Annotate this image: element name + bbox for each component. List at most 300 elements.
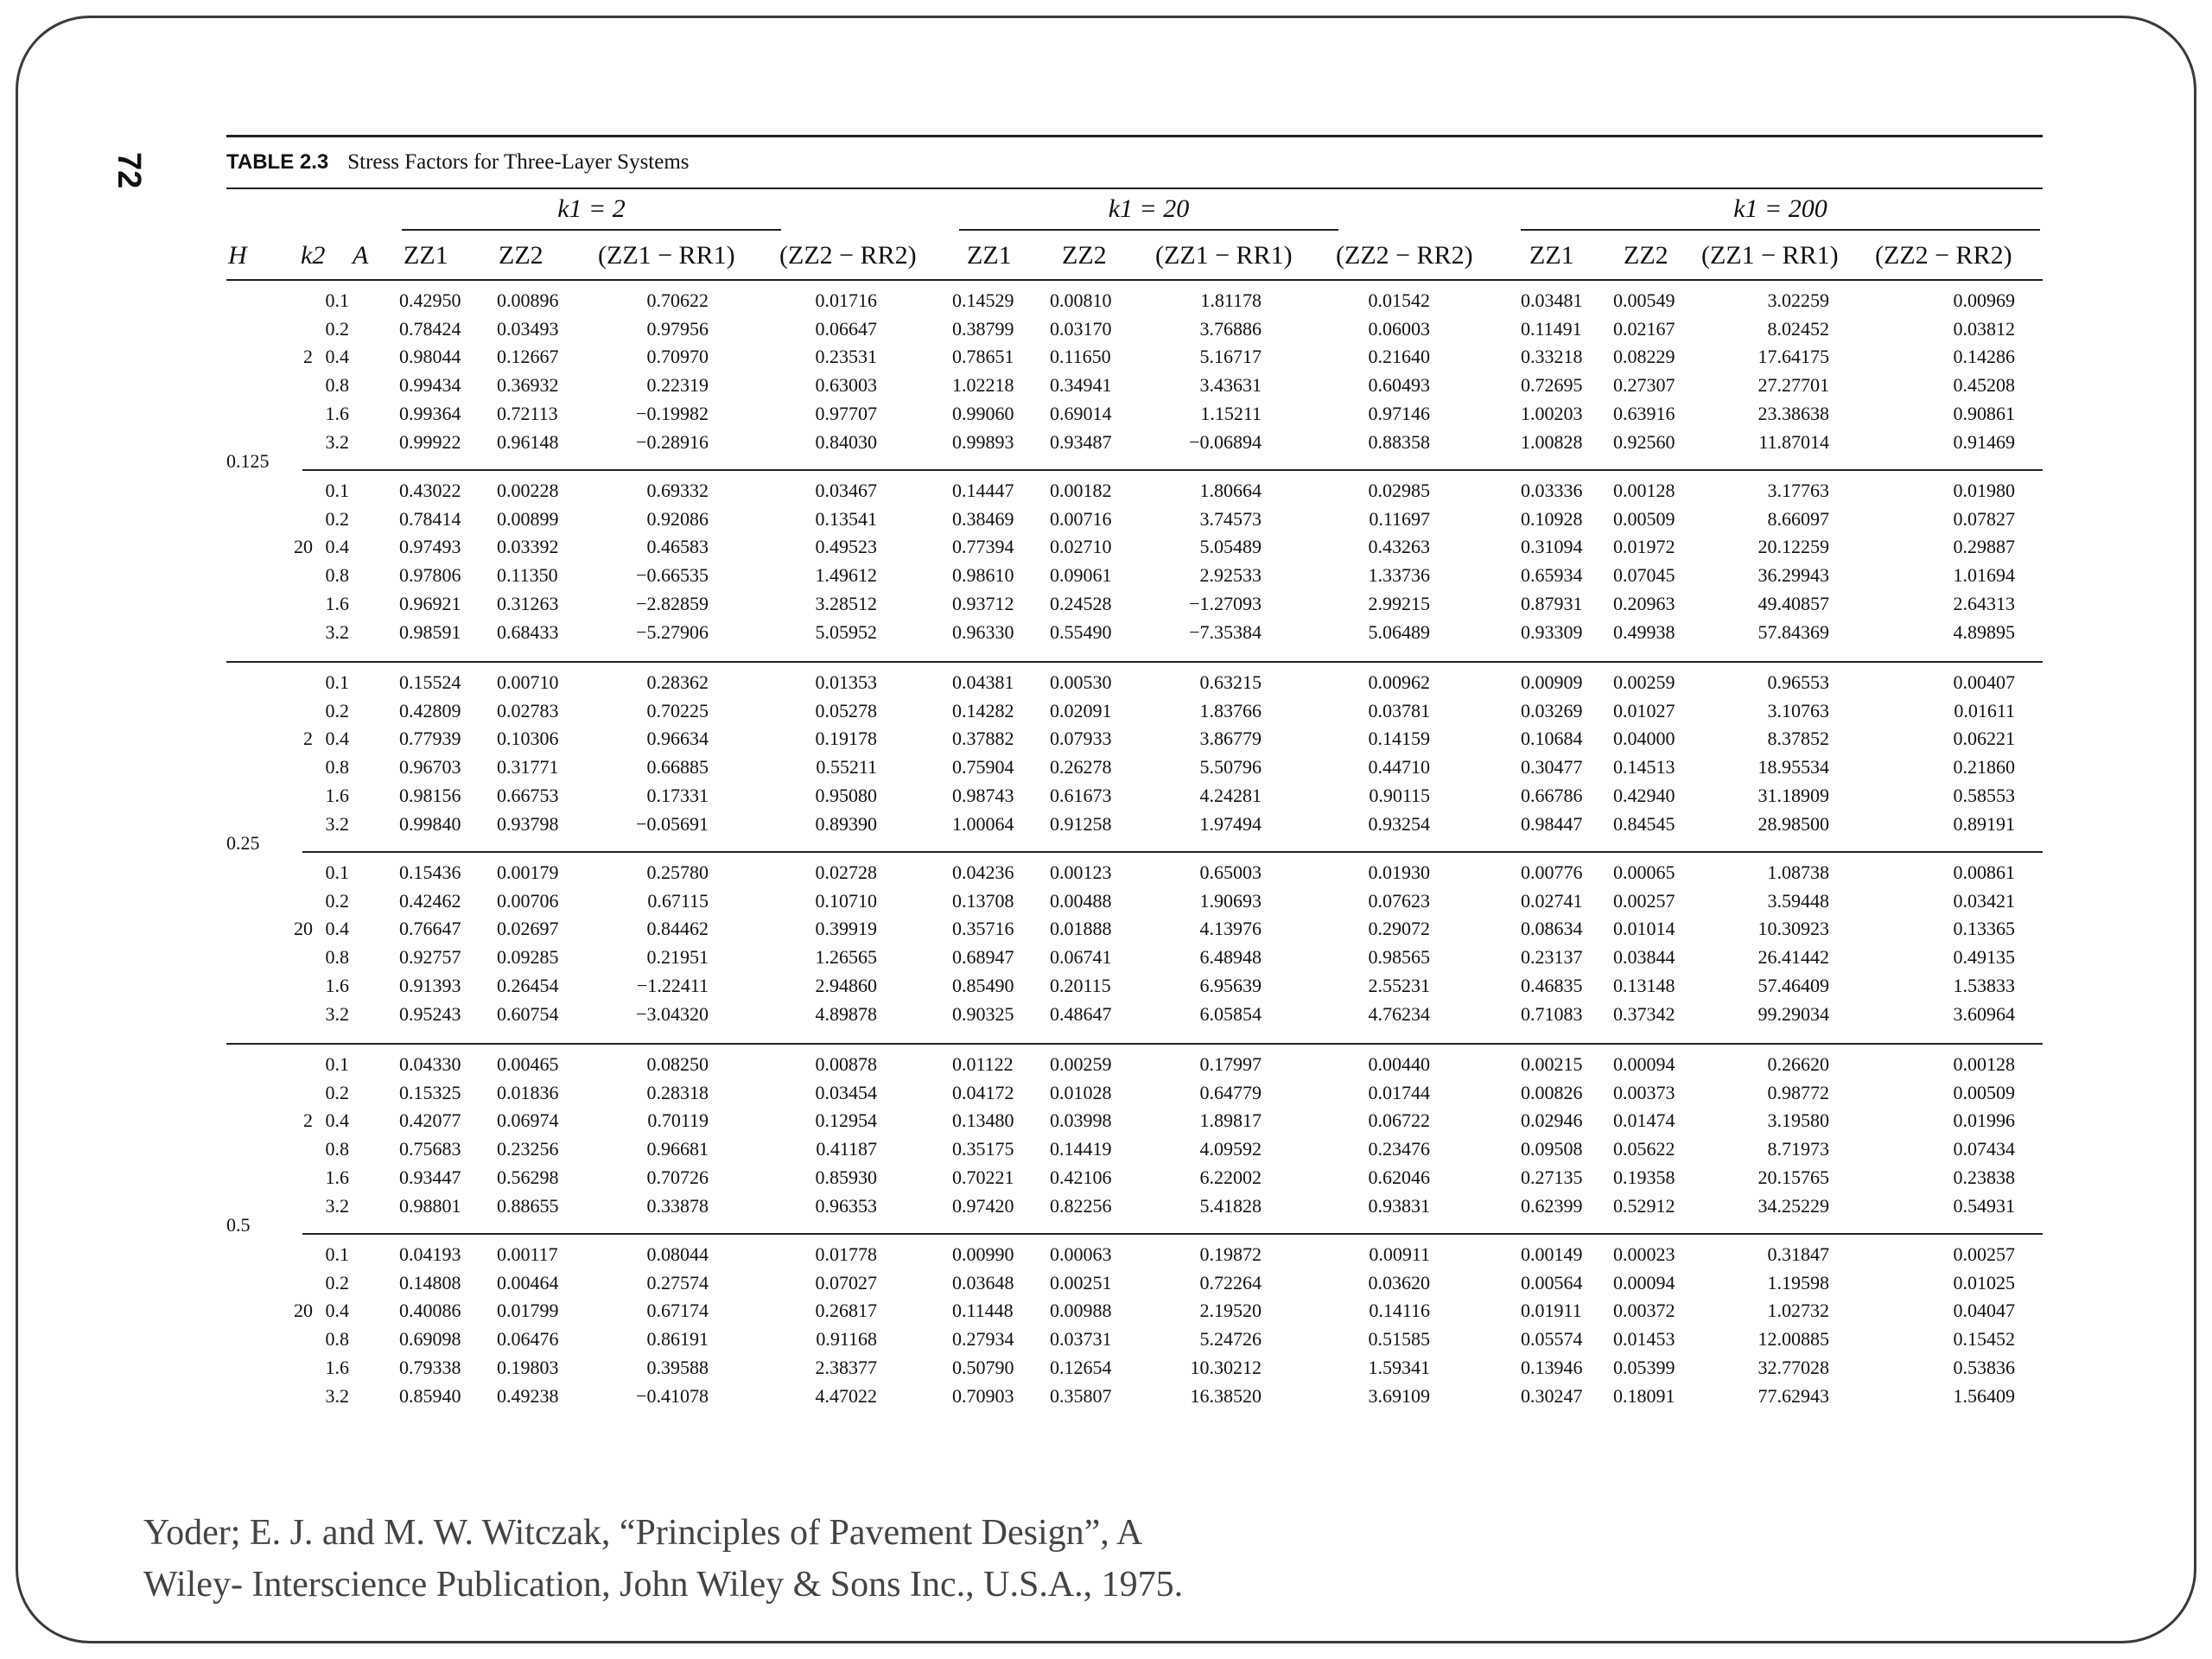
cell-zz2: 0.03493: [497, 317, 559, 340]
cell-zz2: 0.03170: [1050, 317, 1112, 340]
a-value: 0.4: [325, 728, 349, 750]
a-value: 0.4: [325, 346, 349, 368]
cell-zz1: 0.98801: [399, 1194, 461, 1217]
cell-zz2: 0.01028: [1050, 1081, 1112, 1103]
cell-zz2: 0.19803: [497, 1356, 559, 1378]
cell-zz2: 0.72113: [497, 402, 558, 424]
cell-zz2_rr2: 0.01716: [815, 289, 877, 311]
cell-zz1_rr1: 16.38520: [1190, 1384, 1262, 1407]
k2-label: 2: [303, 728, 313, 750]
cell-zz1: 0.42950: [399, 289, 461, 311]
cell-zz2_rr2: 0.55211: [816, 756, 877, 779]
cell-zz1: 1.00828: [1521, 430, 1583, 453]
a-value: 1.6: [325, 1166, 349, 1188]
cell-zz2: 0.00182: [1050, 480, 1112, 501]
cell-zz1: 0.04381: [952, 671, 1014, 693]
table-row: [226, 1243, 2043, 1272]
k2-block-0.5-20: [226, 1235, 2043, 1425]
a-value: 3.2: [325, 812, 349, 835]
cell-zz2_rr2: 0.02728: [815, 861, 877, 883]
cell-zz2_rr2: 0.03454: [815, 1081, 877, 1103]
cell-zz2: 0.68433: [497, 620, 559, 643]
cell-zz2_rr2: 1.26565: [815, 946, 877, 969]
a-value: 3.2: [325, 1002, 349, 1025]
cell-zz1_rr1: 0.97956: [646, 317, 709, 340]
cell-zz1: 0.15436: [399, 861, 461, 883]
cell-zz2_rr2: 0.01778: [815, 1243, 877, 1265]
cell-zz1_rr1: 6.05854: [1199, 1002, 1262, 1025]
cell-zz1: 0.99434: [399, 374, 461, 397]
cell-zz2_rr2: 2.55231: [1368, 974, 1430, 996]
cell-zz1: 0.38799: [952, 317, 1014, 340]
col-header-zz2-1: ZZ2: [1062, 241, 1107, 270]
cell-zz2: 0.92560: [1613, 430, 1675, 453]
cell-zz1_rr1: 99.29034: [1758, 1002, 1829, 1025]
cell-zz1: 0.02741: [1521, 889, 1583, 912]
cell-zz1: 0.71083: [1521, 1002, 1583, 1025]
cell-zz2_rr2: 1.49612: [815, 564, 877, 587]
cell-zz2: 0.03998: [1050, 1109, 1112, 1132]
cell-zz1: 0.85490: [952, 974, 1014, 996]
cell-zz1: 0.42809: [399, 699, 461, 721]
col-header-zz2-0: ZZ2: [499, 241, 543, 270]
table-caption: [226, 137, 2043, 188]
cell-zz2_rr2: 0.03781: [1368, 699, 1430, 721]
cell-zz2: 0.13148: [1613, 974, 1675, 996]
cell-zz1_rr1: 0.19872: [1199, 1243, 1262, 1265]
cell-zz2_rr2: 0.02985: [1368, 480, 1430, 501]
cell-zz1_rr1: 1.83766: [1199, 699, 1262, 721]
cell-zz2_rr2: 0.13365: [1953, 918, 2015, 940]
cell-zz1_rr1: 3.59448: [1767, 889, 1829, 912]
cell-zz1: 0.00826: [1521, 1081, 1583, 1103]
table-row: [226, 1109, 2043, 1138]
cell-zz1: 0.79338: [399, 1356, 461, 1378]
cell-zz1_rr1: −1.27093: [1189, 592, 1262, 614]
cell-zz2: 0.00251: [1050, 1271, 1112, 1294]
cell-zz2: 0.00228: [497, 480, 559, 501]
cell-zz2_rr2: 2.64313: [1953, 592, 2015, 614]
cell-zz2: 0.00094: [1613, 1271, 1675, 1294]
cell-zz2: 0.02167: [1613, 317, 1675, 340]
cell-zz2: 0.00023: [1613, 1243, 1675, 1265]
cell-zz1: 1.00064: [952, 812, 1014, 835]
cell-zz2: 0.11650: [1050, 346, 1111, 368]
table-row: [226, 1385, 2043, 1414]
cell-zz1_rr1: 36.29943: [1758, 564, 1829, 587]
cell-zz1_rr1: 3.19580: [1767, 1109, 1829, 1132]
cell-zz1_rr1: 5.50796: [1199, 756, 1262, 779]
k2-label: 20: [294, 1300, 313, 1322]
cell-zz1_rr1: 0.64779: [1199, 1081, 1262, 1103]
table-row: [226, 1357, 2043, 1385]
col-header-zz1_rr1-2: (ZZ1 − RR1): [1701, 241, 1839, 270]
cell-zz2: 0.00716: [1050, 507, 1112, 530]
cell-zz1_rr1: 57.84369: [1758, 620, 1829, 643]
cell-zz1: 0.08634: [1521, 918, 1583, 940]
table-title: Stress Factors for Three-Layer Systems: [347, 150, 690, 174]
cell-zz1_rr1: 12.00885: [1758, 1328, 1829, 1351]
cell-zz1_rr1: 10.30923: [1758, 918, 1829, 940]
cell-zz2_rr2: 0.01025: [1953, 1271, 2015, 1294]
cell-zz1: 0.66786: [1521, 784, 1583, 806]
cell-zz1_rr1: 5.24726: [1199, 1328, 1262, 1351]
table-row: [226, 728, 2043, 756]
cell-zz2: 0.00706: [497, 889, 559, 912]
cell-zz2_rr2: 3.28512: [815, 592, 877, 614]
cell-zz2_rr2: 0.04047: [1953, 1300, 2015, 1322]
cell-zz2_rr2: 0.91469: [1953, 430, 2015, 453]
k2-label: 2: [303, 346, 313, 368]
cell-zz1: 0.37882: [952, 728, 1014, 750]
cell-zz2_rr2: 0.01611: [1954, 699, 2015, 721]
cell-zz2_rr2: 2.99215: [1368, 592, 1430, 614]
cell-zz2: 0.31263: [497, 592, 559, 614]
cell-zz1_rr1: −7.35384: [1189, 620, 1262, 643]
cell-zz2_rr2: 0.84030: [815, 430, 877, 453]
cell-zz2_rr2: 0.06003: [1368, 317, 1430, 340]
cell-zz2: 0.84545: [1613, 812, 1675, 835]
cell-zz1: 0.97420: [952, 1194, 1014, 1217]
k2-block-0.5-2: [226, 1045, 2043, 1233]
cell-zz1: 0.15325: [399, 1081, 461, 1103]
cell-zz2_rr2: 0.95080: [815, 784, 877, 806]
a-value: 0.8: [325, 1138, 349, 1160]
cell-zz2_rr2: 0.06221: [1953, 728, 2015, 750]
cell-zz2_rr2: 0.23838: [1953, 1166, 2015, 1188]
cell-zz1: 0.96703: [399, 756, 461, 779]
cell-zz1: 0.03269: [1521, 699, 1583, 721]
cell-zz1_rr1: 0.63215: [1199, 671, 1262, 693]
cell-zz2_rr2: 4.89895: [1953, 620, 2015, 643]
cell-zz1: 0.78651: [952, 346, 1014, 368]
cell-zz1: 0.75683: [399, 1138, 461, 1160]
cell-zz1_rr1: 8.71973: [1767, 1138, 1829, 1160]
cell-zz2: 0.04000: [1613, 728, 1675, 750]
cell-zz1: 0.98743: [952, 784, 1014, 806]
cell-zz2_rr2: 1.56409: [1953, 1384, 2015, 1407]
col-header-zz2_rr2-2: (ZZ2 − RR2): [1875, 241, 2012, 270]
cell-zz2_rr2: 0.14159: [1368, 728, 1430, 750]
cell-zz1: 0.50790: [952, 1356, 1014, 1378]
cell-zz1: 0.69098: [399, 1328, 461, 1351]
citation: [143, 1507, 1183, 1611]
cell-zz2: 0.23256: [497, 1138, 559, 1160]
cell-zz2_rr2: 1.53833: [1953, 974, 2015, 996]
cell-zz1: 0.00776: [1521, 861, 1583, 883]
cell-zz2_rr2: 0.15452: [1953, 1328, 2015, 1351]
cell-zz1_rr1: 1.89817: [1199, 1109, 1262, 1132]
a-value: 0.2: [325, 317, 349, 340]
a-value: 0.4: [325, 1109, 349, 1132]
cell-zz2: 0.69014: [1050, 402, 1112, 424]
cell-zz2_rr2: 0.93254: [1368, 812, 1430, 835]
cell-zz2_rr2: 0.00962: [1368, 671, 1430, 693]
cell-zz2_rr2: 1.59341: [1368, 1356, 1430, 1378]
cell-zz1_rr1: 2.92533: [1199, 564, 1262, 587]
cell-zz2: 0.00128: [1613, 480, 1675, 501]
cell-zz2: 0.18091: [1613, 1384, 1675, 1407]
cell-zz2: 0.00465: [497, 1053, 559, 1075]
cell-zz1: 0.13708: [952, 889, 1014, 912]
cell-zz2_rr2: 5.05952: [815, 620, 877, 643]
cell-zz2_rr2: 0.00407: [1953, 671, 2015, 693]
cell-zz1: 0.11448: [952, 1300, 1014, 1322]
cell-zz2_rr2: 0.13541: [815, 507, 877, 530]
cell-zz2: 0.82256: [1050, 1194, 1112, 1217]
cell-zz1_rr1: −1.22411: [636, 974, 709, 996]
cell-zz2: 0.03392: [497, 536, 559, 558]
table-row: [226, 890, 2043, 918]
cell-zz2_rr2: 0.96353: [815, 1194, 877, 1217]
cell-zz1: 0.35716: [952, 918, 1014, 940]
cell-zz2_rr2: 0.07827: [1953, 507, 2015, 530]
cell-zz1_rr1: 31.18909: [1758, 784, 1829, 806]
cell-zz1_rr1: 6.48948: [1199, 946, 1262, 969]
cell-zz1: 0.98156: [399, 784, 461, 806]
cell-zz1_rr1: 1.19598: [1767, 1271, 1829, 1294]
a-value: 0.4: [325, 918, 349, 940]
cell-zz2_rr2: 0.00128: [1953, 1053, 2015, 1075]
cell-zz1_rr1: 26.41442: [1758, 946, 1829, 969]
a-value: 3.2: [325, 620, 349, 643]
a-value: 0.1: [325, 671, 349, 693]
col-header-h: H: [228, 241, 247, 270]
cell-zz2: 0.36932: [497, 374, 559, 397]
table-row: [226, 403, 2043, 431]
cell-zz2_rr2: 0.06722: [1368, 1109, 1430, 1132]
cell-zz2: 0.01453: [1613, 1328, 1675, 1351]
cell-zz1_rr1: 1.81178: [1200, 289, 1262, 311]
a-value: 0.1: [325, 1053, 349, 1075]
cell-zz2: 0.49938: [1613, 620, 1675, 643]
a-value: 3.2: [325, 1384, 349, 1407]
cell-zz2: 0.06741: [1050, 946, 1112, 969]
a-value: 1.6: [325, 592, 349, 614]
cell-zz2_rr2: 0.49523: [815, 536, 877, 558]
cell-zz2: 0.00065: [1613, 861, 1675, 883]
cell-zz1: 0.11491: [1521, 317, 1582, 340]
cell-zz2_rr2: 0.58553: [1953, 784, 2015, 806]
cell-zz1: 0.04330: [399, 1053, 461, 1075]
cell-zz2: 0.63916: [1613, 402, 1675, 424]
cell-zz1_rr1: 0.72264: [1199, 1271, 1262, 1294]
k2-label: 20: [294, 918, 313, 940]
cell-zz1: 0.92757: [399, 946, 461, 969]
cell-zz2_rr2: 4.89878: [815, 1002, 877, 1025]
cell-zz1_rr1: 49.40857: [1758, 592, 1829, 614]
cell-zz2_rr2: 0.90861: [1953, 402, 2015, 424]
cell-zz2_rr2: 0.14116: [1369, 1300, 1430, 1322]
cell-zz1: 0.87931: [1521, 592, 1583, 614]
cell-zz1_rr1: 0.70622: [646, 289, 709, 311]
a-value: 0.4: [325, 1300, 349, 1322]
cell-zz2: 0.00063: [1050, 1243, 1112, 1265]
cell-zz1_rr1: 6.95639: [1199, 974, 1262, 996]
group-header-k1-1: k1 = 20: [959, 189, 1338, 231]
group-header-k1-0: k1 = 2: [402, 189, 781, 231]
cell-zz2_rr2: 0.01744: [1368, 1081, 1430, 1103]
cell-zz2: 0.07933: [1050, 728, 1112, 750]
cell-zz1: 0.78424: [399, 317, 461, 340]
cell-zz1: 0.00909: [1521, 671, 1583, 693]
group-header-row: [226, 189, 2043, 234]
cell-zz1: 0.90325: [952, 1002, 1014, 1025]
k2-block-0.125-20: [226, 471, 2043, 661]
cell-zz1: 0.78414: [399, 507, 461, 530]
cell-zz2: 0.01014: [1613, 918, 1675, 940]
h-label: 0.25: [226, 832, 260, 854]
cell-zz1_rr1: 0.21951: [646, 946, 709, 969]
cell-zz1: 0.33218: [1521, 346, 1583, 368]
cell-zz2: 0.49238: [497, 1384, 559, 1407]
cell-zz2: 0.00549: [1613, 289, 1675, 311]
k2-label: 20: [294, 536, 313, 558]
cell-zz2_rr2: 0.00509: [1953, 1081, 2015, 1103]
cell-zz1: 0.00990: [952, 1243, 1014, 1265]
cell-zz1_rr1: 11.87014: [1758, 430, 1829, 453]
col-header-k2: k2: [301, 241, 326, 270]
cell-zz2_rr2: 0.97707: [815, 402, 877, 424]
cell-zz2_rr2: 0.29072: [1368, 918, 1430, 940]
cell-zz1_rr1: 3.76886: [1199, 317, 1262, 340]
cell-zz1_rr1: 2.19520: [1199, 1300, 1262, 1322]
cell-zz2: 0.00179: [497, 861, 559, 883]
col-header-zz1-2: ZZ1: [1529, 241, 1574, 270]
cell-zz1_rr1: 5.16717: [1199, 346, 1262, 368]
cell-zz2_rr2: 3.60964: [1953, 1002, 2015, 1025]
cell-zz2_rr2: 0.00911: [1369, 1243, 1430, 1265]
cell-zz1: 0.43022: [399, 480, 461, 501]
cell-zz1: 0.42462: [399, 889, 461, 912]
cell-zz1_rr1: 0.96553: [1767, 671, 1829, 693]
cell-zz1: 0.97806: [399, 564, 461, 587]
cell-zz2: 0.03844: [1613, 946, 1675, 969]
cell-zz2: 0.00896: [497, 289, 559, 311]
cell-zz2: 0.11350: [497, 564, 558, 587]
a-value: 0.1: [325, 289, 349, 311]
cell-zz2_rr2: 0.01980: [1953, 480, 2015, 501]
h-label: 0.5: [226, 1214, 251, 1236]
cell-zz2: 0.24528: [1050, 592, 1112, 614]
cell-zz1: 0.93447: [399, 1166, 461, 1188]
cell-zz1_rr1: 0.70119: [647, 1109, 709, 1132]
cell-zz1_rr1: −0.41078: [636, 1384, 709, 1407]
cell-zz1_rr1: −3.04320: [636, 1002, 709, 1025]
cell-zz1: 0.14282: [952, 699, 1014, 721]
cell-zz1_rr1: −5.27906: [636, 620, 709, 643]
cell-zz2: 0.01799: [497, 1300, 559, 1322]
cell-zz1_rr1: 0.33878: [646, 1194, 709, 1217]
cell-zz1_rr1: 0.96634: [646, 728, 709, 750]
cell-zz1_rr1: −0.66535: [636, 564, 709, 587]
cell-zz1: 0.76647: [399, 918, 461, 940]
cell-zz2: 0.55490: [1050, 620, 1112, 643]
table-row: [226, 918, 2043, 946]
a-value: 0.8: [325, 1328, 349, 1351]
cell-zz1: 0.14529: [952, 289, 1014, 311]
cell-zz2: 0.14419: [1050, 1138, 1112, 1160]
cell-zz1: 0.98591: [399, 620, 461, 643]
cell-zz1: 0.42077: [399, 1109, 461, 1132]
table-row: [226, 621, 2043, 650]
cell-zz2_rr2: 0.01353: [815, 671, 877, 693]
cell-zz2: 0.00259: [1050, 1053, 1112, 1075]
cell-zz2_rr2: 0.53836: [1953, 1356, 2015, 1378]
cell-zz1: 0.27934: [952, 1328, 1014, 1351]
cell-zz2_rr2: 0.03421: [1953, 889, 2015, 912]
table-row: [226, 564, 2043, 593]
cell-zz1_rr1: −0.28916: [636, 430, 709, 453]
cell-zz2_rr2: 0.41187: [816, 1138, 877, 1160]
a-value: 3.2: [325, 430, 349, 453]
cell-zz2: 0.34941: [1050, 374, 1112, 397]
table-row: [226, 1300, 2043, 1328]
a-value: 1.6: [325, 974, 349, 996]
cell-zz1: 0.13480: [952, 1109, 1014, 1132]
cell-zz2: 0.10306: [497, 728, 559, 750]
cell-zz1_rr1: 1.97494: [1199, 812, 1262, 835]
a-value: 0.1: [325, 480, 349, 501]
cell-zz2: 0.48647: [1050, 1002, 1112, 1025]
cell-zz1_rr1: 32.77028: [1758, 1356, 1829, 1378]
cell-zz2_rr2: 0.01996: [1953, 1109, 2015, 1132]
cell-zz1_rr1: 17.64175: [1758, 346, 1829, 368]
cell-zz1: 0.03336: [1521, 480, 1583, 501]
cell-zz2: 0.00094: [1613, 1053, 1675, 1075]
cell-zz2_rr2: 0.60493: [1368, 374, 1430, 397]
cell-zz2: 0.20115: [1050, 974, 1111, 996]
table-row: [226, 374, 2043, 403]
cell-zz2: 0.19358: [1613, 1166, 1675, 1188]
cell-zz2: 0.93487: [1050, 430, 1112, 453]
table-row: [226, 318, 2043, 346]
cell-zz2_rr2: 0.89390: [815, 812, 877, 835]
cell-zz2: 0.05622: [1613, 1138, 1675, 1160]
cell-zz1_rr1: 18.95534: [1758, 756, 1829, 779]
cell-zz2: 0.00257: [1613, 889, 1675, 912]
cell-zz2: 0.01836: [497, 1081, 559, 1103]
table-body: [226, 281, 2043, 1425]
k2-block-0.125-2: [226, 281, 2043, 469]
cell-zz1_rr1: 5.41828: [1199, 1194, 1262, 1217]
cell-zz2: 0.14513: [1613, 756, 1675, 779]
cell-zz1_rr1: 8.02452: [1767, 317, 1829, 340]
cell-zz2: 0.06974: [497, 1109, 559, 1132]
cell-zz1_rr1: 57.46409: [1758, 974, 1829, 996]
table-row: [226, 1003, 2043, 1032]
cell-zz2: 0.00988: [1050, 1300, 1112, 1322]
cell-zz2: 0.02697: [497, 918, 559, 940]
cell-zz1_rr1: 1.15211: [1200, 402, 1262, 424]
cell-zz1: 0.95243: [399, 1002, 461, 1025]
a-value: 0.2: [325, 1081, 349, 1103]
cell-zz1_rr1: 1.80664: [1199, 480, 1262, 501]
cell-zz1_rr1: 0.22319: [646, 374, 709, 397]
cell-zz2: 0.00123: [1050, 861, 1112, 883]
cell-zz2_rr2: 3.69109: [1368, 1384, 1430, 1407]
cell-zz2_rr2: 0.51585: [1368, 1328, 1430, 1351]
cell-zz2_rr2: 0.10710: [815, 889, 877, 912]
cell-zz1_rr1: 0.39588: [646, 1356, 709, 1378]
cell-zz1_rr1: 0.46583: [646, 536, 709, 558]
cell-zz1: 0.27135: [1521, 1166, 1583, 1188]
cell-zz1: 0.13946: [1521, 1356, 1583, 1378]
cell-zz1_rr1: 0.66885: [646, 756, 709, 779]
cell-zz1_rr1: 0.28318: [646, 1081, 709, 1103]
cell-zz1_rr1: 0.67174: [646, 1300, 709, 1322]
cell-zz1_rr1: 0.28362: [646, 671, 709, 693]
